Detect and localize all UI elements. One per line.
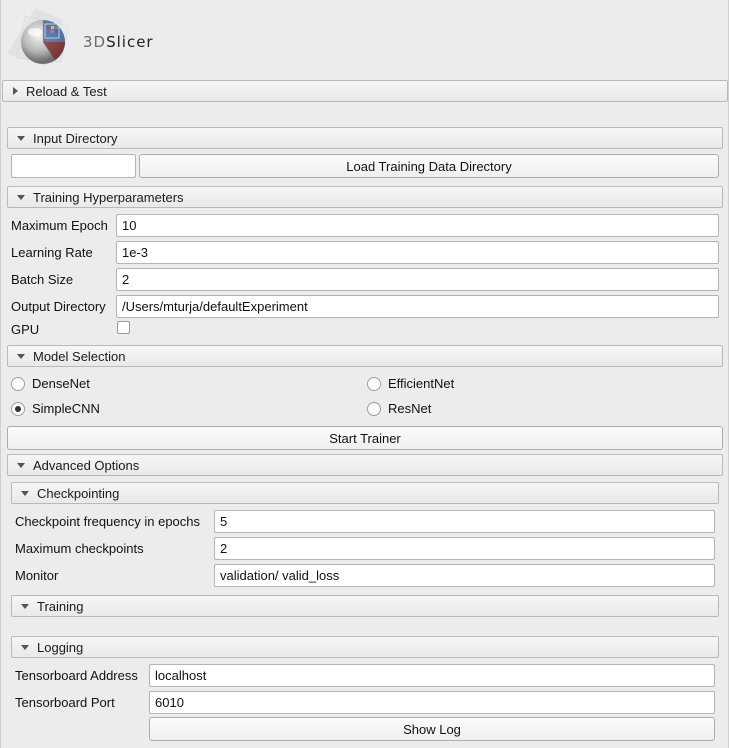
reload-test-label: Reload & Test [26,83,107,99]
checkpointing-header: Checkpointing [37,485,120,501]
gpu-checkbox[interactable] [117,321,130,334]
training-hyperparameters-collapsible[interactable] [7,186,723,208]
radio-resnet-label: ResNet [388,401,432,416]
output-directory-label: Output Directory [11,299,106,314]
maximum-checkpoints-label: Maximum checkpoints [15,541,144,556]
max-epoch-label: Maximum Epoch [11,218,108,233]
reload-test-collapsible[interactable] [2,80,728,102]
advanced-options-collapsible[interactable] [7,454,723,476]
radio-simplecnn[interactable] [11,401,100,416]
max-epoch-field[interactable]: 10 [116,214,719,237]
input-directory-header: Input Directory [33,130,118,146]
radio-densenet-label: DenseNet [32,376,90,391]
radio-densenet[interactable] [11,376,90,391]
checkpoint-frequency-field[interactable]: 5 [214,510,715,533]
input-directory-path-field[interactable] [11,154,136,178]
gpu-label: GPU [11,322,40,337]
show-log-button[interactable]: Show Log [149,717,715,741]
start-trainer-button[interactable]: Start Trainer [7,426,723,450]
tensorboard-port-label: Tensorboard Port [15,695,115,710]
slicer-logo [5,6,155,76]
triangle-down-icon [21,645,29,650]
checkpointing-collapsible[interactable] [11,482,719,504]
triangle-down-icon [17,195,25,200]
learning-rate-field[interactable]: 1e-3 [116,241,719,264]
triangle-down-icon [17,354,25,359]
training-collapsible[interactable] [11,595,719,617]
radio-efficientnet[interactable] [367,376,454,391]
triangle-down-icon [21,491,29,496]
logging-collapsible[interactable] [11,636,719,658]
radio-button[interactable] [367,377,381,391]
tensorboard-address-field[interactable]: localhost [149,664,715,687]
training-header: Training [37,598,84,614]
triangle-down-icon [17,136,25,141]
triangle-down-icon [17,463,25,468]
radio-simplecnn-label: SimpleCNN [32,401,100,416]
batch-size-field[interactable]: 2 [116,268,719,291]
slicer-logo-icon [5,6,81,76]
tensorboard-port-field[interactable]: 6010 [149,691,715,714]
radio-button-selected[interactable] [11,402,25,416]
advanced-options-header: Advanced Options [33,457,140,473]
radio-efficientnet-label: EfficientNet [388,376,455,391]
checkpoint-frequency-label: Checkpoint frequency in epochs [15,514,201,529]
load-training-data-button[interactable]: Load Training Data Directory [139,154,719,178]
maximum-checkpoints-field[interactable]: 2 [214,537,715,560]
radio-button[interactable] [367,402,381,416]
model-selection-collapsible[interactable] [7,345,723,367]
tensorboard-address-label: Tensorboard Address [15,668,138,683]
radio-resnet[interactable] [367,401,431,416]
training-hyperparameters-header: Training Hyperparameters [33,189,184,205]
monitor-field[interactable]: validation/ valid_loss [214,564,715,587]
output-directory-field[interactable]: /Users/mturja/defaultExperiment [116,295,719,318]
radio-button[interactable] [11,377,25,391]
batch-size-label: Batch Size [11,272,74,287]
model-selection-header: Model Selection [33,348,126,364]
learning-rate-label: Learning Rate [11,245,93,260]
triangle-down-icon [21,604,29,609]
logo-text: 3DSlicer [83,33,154,51]
triangle-right-icon [13,87,18,95]
logging-header: Logging [37,639,84,655]
input-directory-collapsible[interactable] [7,127,723,149]
monitor-label: Monitor [15,568,59,583]
